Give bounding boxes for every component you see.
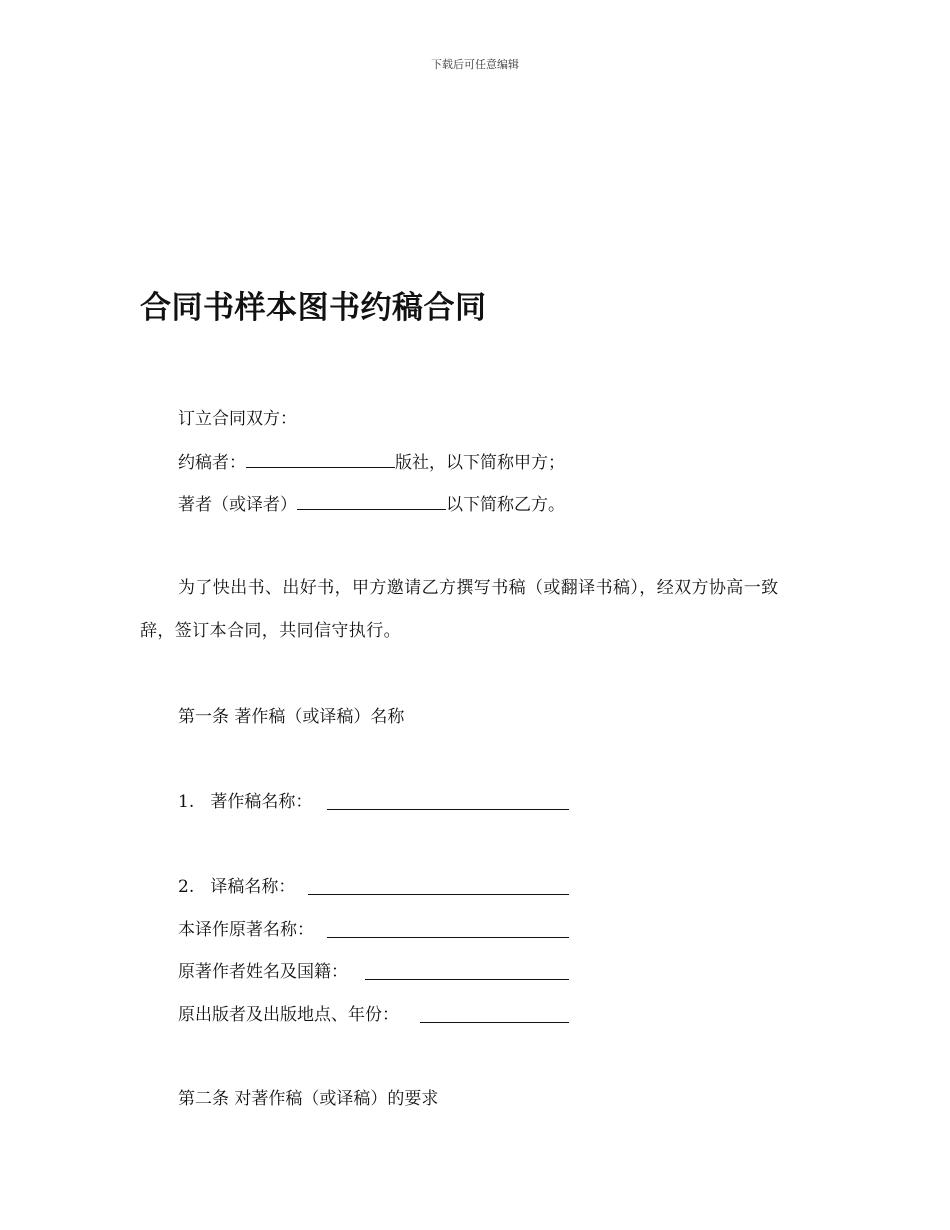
document-title: 合同书样本图书约稿合同 <box>140 290 487 326</box>
party-a-suffix: 版社，以下简称甲方； <box>395 453 565 473</box>
party-a-prefix: 约稿者： <box>178 453 246 473</box>
original-title-label: 本译作原著名称： <box>178 920 314 940</box>
party-b-suffix: 以下简称乙方。 <box>446 495 565 515</box>
preamble-paragraph: 为了快出书、出好书，甲方邀请乙方撰写书稿（或翻译书稿），经双方协高一致辞，签订本合同，共同信守执行。 <box>140 578 779 641</box>
header-note: 下载后可任意编辑 <box>431 58 519 71</box>
party-b-line <box>178 493 565 516</box>
original-publisher-blank <box>420 1006 569 1023</box>
item-1-label: 1. 著作稿名称： <box>178 792 313 812</box>
original-title-blank <box>327 921 569 938</box>
original-publisher-line <box>178 1004 399 1026</box>
original-author-label: 原著作者姓名及国籍： <box>178 962 348 982</box>
original-author-blank <box>365 963 569 980</box>
party-b-blank <box>297 493 446 510</box>
party-a-line <box>178 451 565 474</box>
article-2-heading: 第二条 对著作稿（或译稿）的要求 <box>178 1089 439 1109</box>
party-b-prefix: 著者（或译者） <box>178 495 297 515</box>
item-2-label: 2. 译稿名称： <box>178 877 296 897</box>
article-1-item-2 <box>178 876 295 898</box>
article-1-heading: 第一条 著作稿（或译稿）名称 <box>178 707 405 727</box>
article-1-item-1 <box>178 791 312 813</box>
party-a-blank <box>246 451 395 468</box>
original-author-line <box>178 961 348 983</box>
item-1-blank <box>327 793 569 810</box>
parties-heading: 订立合同双方： <box>178 409 297 429</box>
original-title-line <box>178 919 314 941</box>
item-2-blank <box>308 878 569 895</box>
original-publisher-label: 原出版者及出版地点、年份： <box>178 1005 399 1025</box>
